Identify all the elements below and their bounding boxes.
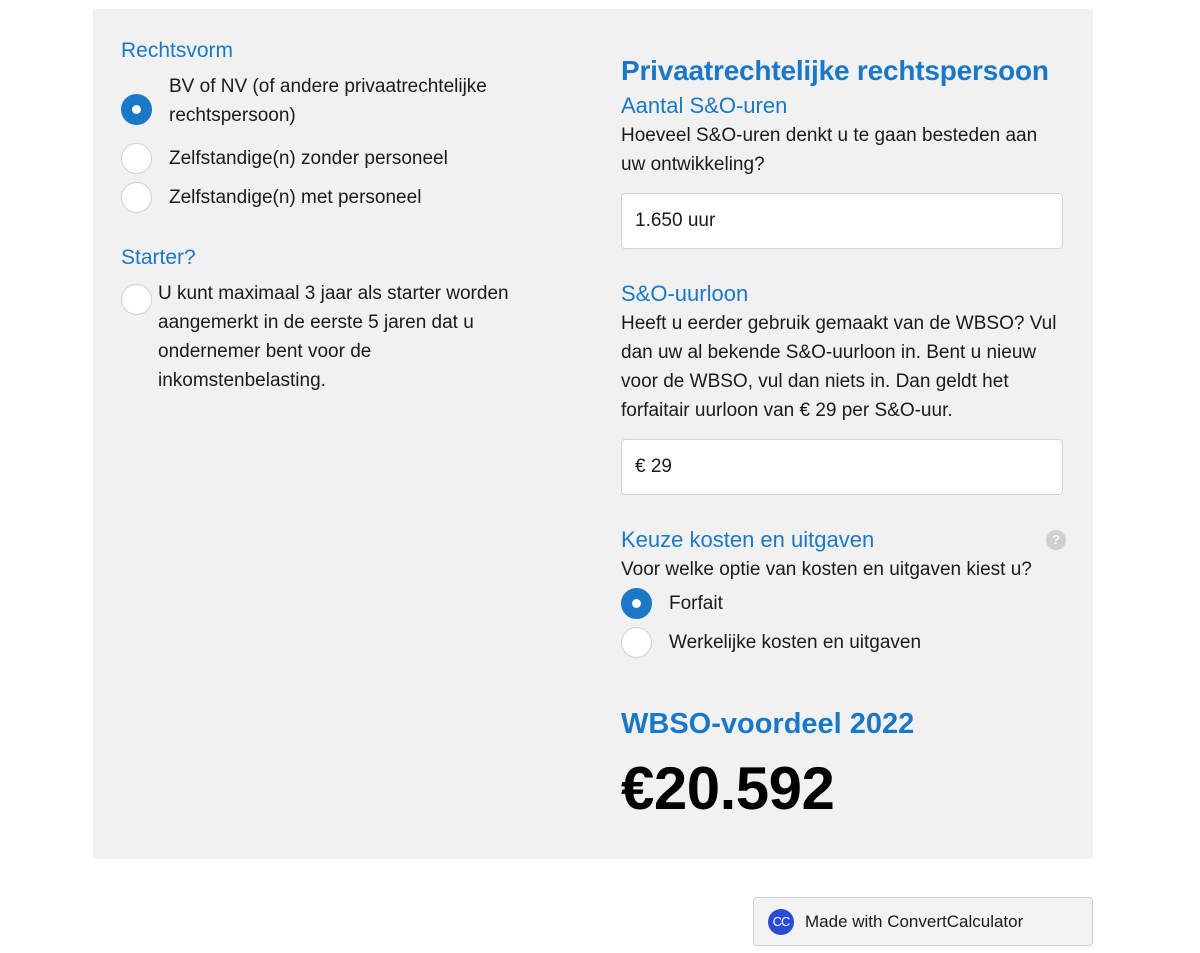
hours-label: Aantal S&O-uren: [621, 93, 788, 118]
radio-with-staff[interactable]: [121, 182, 152, 213]
section-title: Privaatrechtelijke rechtspersoon: [621, 55, 1049, 86]
hours-input[interactable]: [621, 193, 1063, 249]
legal-form-option-bv-nv[interactable]: [121, 74, 551, 142]
radio-actual[interactable]: [621, 627, 652, 658]
calculator-panel: [93, 9, 1093, 859]
wage-input[interactable]: [621, 439, 1063, 495]
result-title: WBSO-voordeel 2022: [621, 708, 915, 740]
starter-label: Starter?: [121, 246, 196, 269]
starter-checkbox[interactable]: [121, 284, 152, 315]
costs-option-actual-label: Werkelijke kosten en uitgaven: [669, 632, 922, 653]
legal-form-option-with-staff[interactable]: [121, 182, 551, 221]
left-column: [121, 37, 551, 395]
legal-form-radio-group: [121, 74, 551, 221]
badge-text: Made with ConvertCalculator: [805, 911, 1024, 931]
starter-checkbox-label: U kunt maximaal 3 jaar als starter worden aangemerkt in de eerste 5 jaren dat u ondernemer bent voor de inkomstenbelasting.: [158, 283, 509, 391]
costs-header: [621, 526, 1066, 554]
legal-form-option-zzp[interactable]: [121, 143, 551, 182]
costs-label: Keuze kosten en uitgaven: [621, 527, 875, 552]
convertcalculator-logo-icon: CC: [768, 909, 794, 935]
legal-form-option-zzp-label: Zelfstandige(n) zonder personeel: [169, 148, 448, 169]
wage-description: Heeft u eerder gebruik gemaakt van de WBSO? Vul dan uw al bekende S&O-uurloon in. Bent u nieuw voor de WBSO, vul dan niets in. Dan geldt het forfaitair uurloon van € 29 per S&O-uur.: [621, 313, 1057, 421]
wage-label: S&O-uurloon: [621, 281, 749, 306]
costs-option-forfait[interactable]: [621, 588, 1066, 627]
question-circle-icon[interactable]: ?: [1046, 530, 1066, 550]
legal-form-option-with-staff-label: Zelfstandige(n) met personeel: [169, 187, 422, 208]
starter-checkbox-row[interactable]: [121, 279, 551, 395]
costs-option-forfait-label: Forfait: [669, 593, 723, 614]
made-with-badge[interactable]: [753, 897, 1093, 946]
hours-description: Hoeveel S&O-uren denkt u te gaan besteden aan uw ontwikkeling?: [621, 125, 1038, 175]
costs-description: Voor welke optie van kosten en uitgaven kiest u?: [621, 559, 1032, 580]
radio-forfait[interactable]: [621, 588, 652, 619]
right-column: [621, 53, 1066, 824]
radio-zzp[interactable]: [121, 143, 152, 174]
costs-radio-group: [621, 588, 1066, 666]
legal-form-option-bv-nv-label: BV of NV (of andere privaatrechtelijke rechtspersoon): [169, 76, 487, 126]
radio-bv-nv[interactable]: [121, 94, 152, 125]
costs-option-actual[interactable]: [621, 627, 1066, 666]
legal-form-label: Rechtsvorm: [121, 39, 234, 62]
result-value: €20.592: [621, 755, 835, 822]
